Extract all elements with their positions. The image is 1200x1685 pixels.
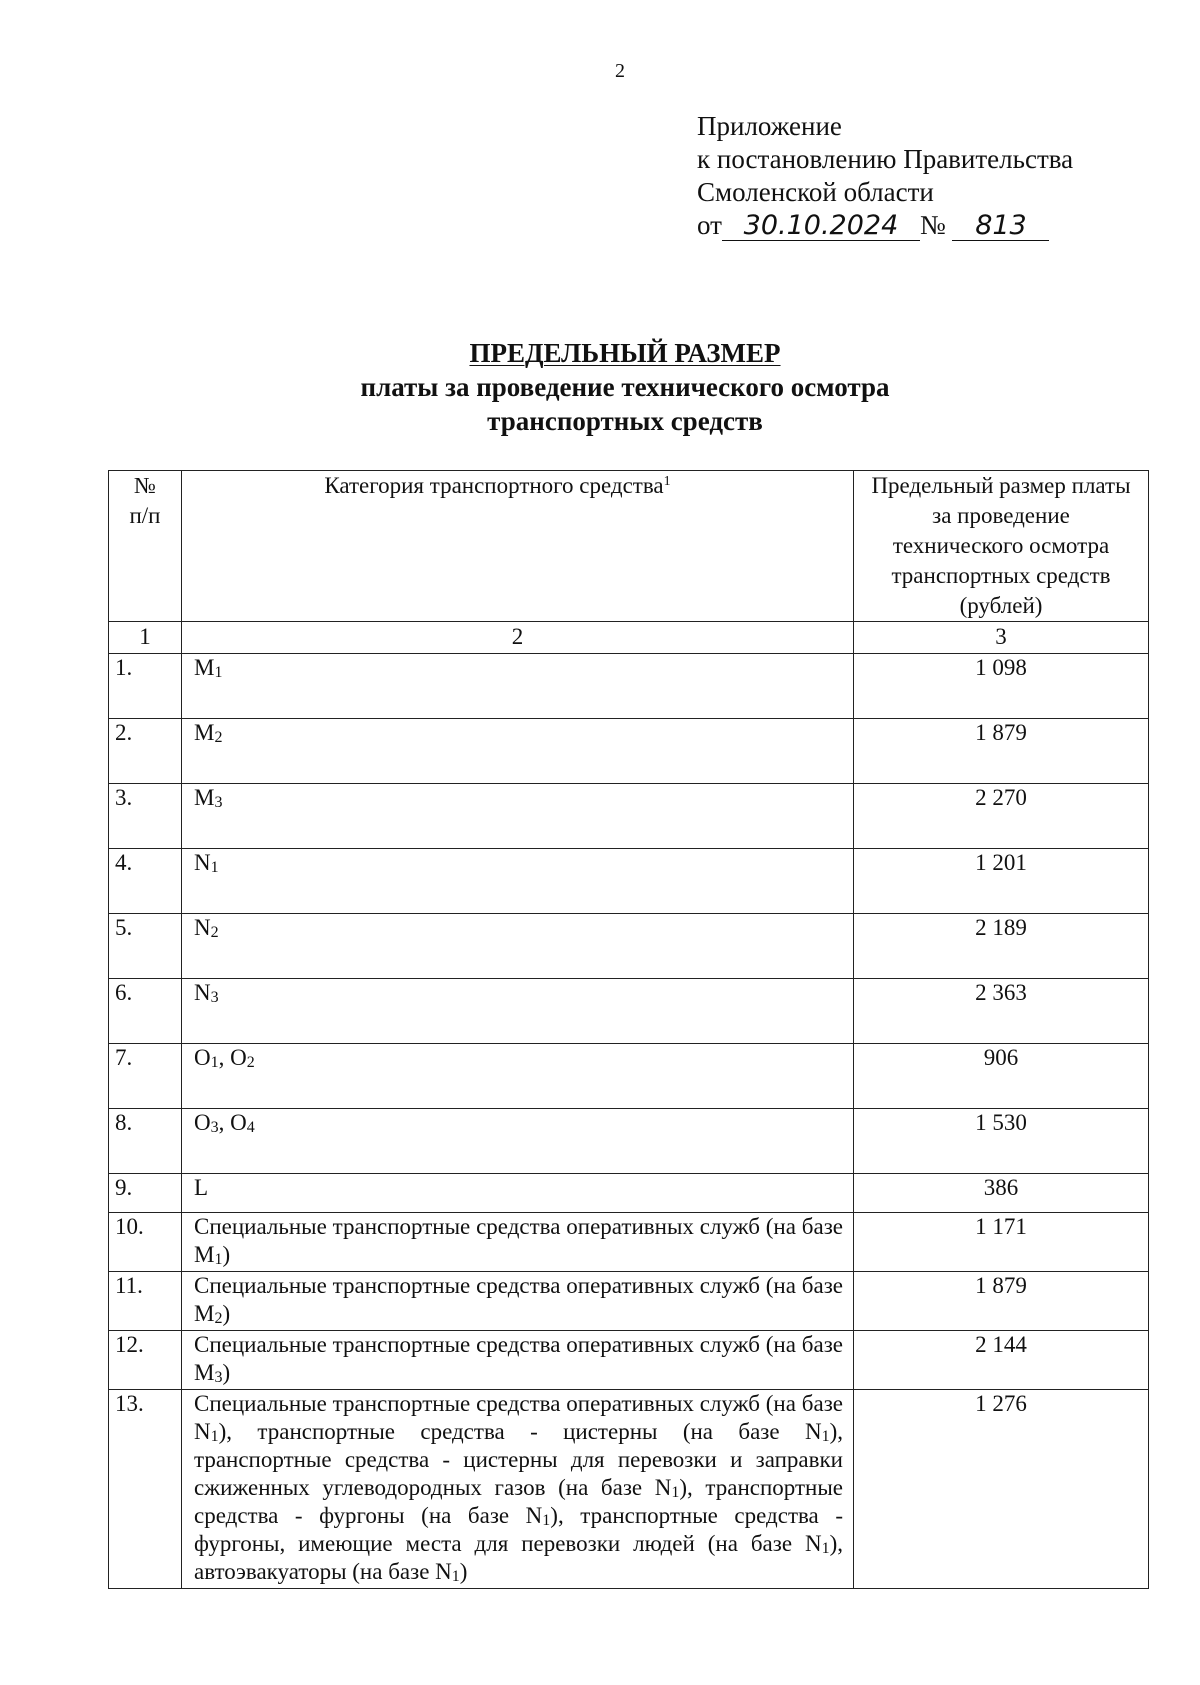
row-category: $M_2$ xyxy=(182,719,854,784)
header-number xyxy=(109,471,182,622)
table-row xyxy=(109,849,1149,914)
row-number: 13. xyxy=(109,1390,182,1589)
row-number: 2. xyxy=(109,719,182,784)
row-number: 4. xyxy=(109,849,182,914)
row-number: 10. xyxy=(109,1213,182,1272)
row-fee: 2 363 xyxy=(854,979,1149,1044)
row-number: 11. xyxy=(109,1272,182,1331)
fee-table xyxy=(108,470,1149,1589)
row-number: 9. xyxy=(109,1174,182,1213)
column-number: 3 xyxy=(854,622,1149,654)
number-prefix: № xyxy=(919,210,946,240)
row-category: $N_2$ xyxy=(182,914,854,979)
row-fee: 2 189 xyxy=(854,914,1149,979)
document-title xyxy=(0,336,1200,438)
row-fee: 1 530 xyxy=(854,1109,1149,1174)
row-number: 8. xyxy=(109,1109,182,1174)
appendix-block xyxy=(697,110,1073,242)
header-fee-line-3: технического осмотра xyxy=(892,533,1110,558)
date-prefix: от xyxy=(697,210,722,240)
row-fee: 1 879 xyxy=(854,1272,1149,1331)
appendix-date-line xyxy=(697,209,1073,242)
table-row xyxy=(109,1044,1149,1109)
header-number-abbr: п/п xyxy=(129,503,161,528)
column-number: 1 xyxy=(109,622,182,654)
row-fee: 1 879 xyxy=(854,719,1149,784)
row-category: Специальные транспортные средства оперативных служб (на базе $N_1$), транспортные средства - цистерны (на базе $N_1$), транспортные средства - цистерны для перевозки и заправки сжиженных углеводородных газов (на базе $N_1$), транспортные средства - фургоны (на базе $N_1$), транспортные средства - фургоны, имеющие места для перевозки людей (на базе $N_1$), автоэвакуаторы (на базе $N_1$) xyxy=(182,1390,854,1589)
row-category: Специальные транспортные средства оперативных служб (на базе $M_3$) xyxy=(182,1331,854,1390)
column-number: 2 xyxy=(182,622,854,654)
row-number: 3. xyxy=(109,784,182,849)
table-row xyxy=(109,784,1149,849)
page-number: 2 xyxy=(615,60,625,82)
row-category: $O_3$, $O_4$ xyxy=(182,1109,854,1174)
table-header-row xyxy=(109,471,1149,622)
table-row xyxy=(109,1331,1149,1390)
row-category: $O_1$, $O_2$ xyxy=(182,1044,854,1109)
header-fee xyxy=(854,471,1149,622)
row-fee: 2 144 xyxy=(854,1331,1149,1390)
header-number-symbol: № xyxy=(134,473,156,498)
table-row xyxy=(109,654,1149,719)
row-category: $M_3$ xyxy=(182,784,854,849)
row-fee: 2 270 xyxy=(854,784,1149,849)
title-main: ПРЕДЕЛЬНЫЙ РАЗМЕР xyxy=(469,338,781,368)
row-category: $N_3$ xyxy=(182,979,854,1044)
table-row xyxy=(109,914,1149,979)
row-fee: 1 276 xyxy=(854,1390,1149,1589)
row-fee: 906 xyxy=(854,1044,1149,1109)
row-fee: 1 098 xyxy=(854,654,1149,719)
row-number: 6. xyxy=(109,979,182,1044)
table-row xyxy=(109,979,1149,1044)
handwritten-date: 30.10.2024 xyxy=(722,212,920,241)
header-fee-line-1: Предельный размер платы xyxy=(871,473,1131,498)
row-number: 1. xyxy=(109,654,182,719)
table-row xyxy=(109,1390,1149,1589)
appendix-line-1: Приложение xyxy=(697,111,842,141)
header-category xyxy=(182,471,854,622)
table-row xyxy=(109,1272,1149,1331)
row-number: 12. xyxy=(109,1331,182,1390)
appendix-line-2: к постановлению Правительства xyxy=(697,144,1074,174)
row-fee: 1 201 xyxy=(854,849,1149,914)
handwritten-number: 813 xyxy=(952,212,1049,241)
table-row xyxy=(109,1174,1149,1213)
row-category: L xyxy=(182,1174,854,1213)
row-number: 7. xyxy=(109,1044,182,1109)
footnote-marker: 1 xyxy=(663,474,671,489)
row-fee: 1 171 xyxy=(854,1213,1149,1272)
header-fee-line-4: транспортных средств xyxy=(891,563,1111,588)
header-fee-line-5: (рублей) xyxy=(959,593,1043,618)
table-row xyxy=(109,1213,1149,1272)
row-category: Специальные транспортные средства оперативных служб (на базе $M_2$) xyxy=(182,1272,854,1331)
header-fee-line-2: за проведение xyxy=(932,503,1070,528)
table-row xyxy=(109,1109,1149,1174)
row-category: $M_1$ xyxy=(182,654,854,719)
row-number: 5. xyxy=(109,914,182,979)
title-line-3: транспортных средств xyxy=(487,406,763,436)
column-number-row xyxy=(109,622,1149,654)
row-fee: 386 xyxy=(854,1174,1149,1213)
header-category-label: Категория транспортного средства xyxy=(324,473,664,498)
row-category: Специальные транспортные средства оперативных служб (на базе $M_1$) xyxy=(182,1213,854,1272)
row-category: $N_1$ xyxy=(182,849,854,914)
table-row xyxy=(109,719,1149,784)
title-line-2: платы за проведение технического осмотра xyxy=(360,372,890,402)
appendix-line-3: Смоленской области xyxy=(697,177,934,207)
